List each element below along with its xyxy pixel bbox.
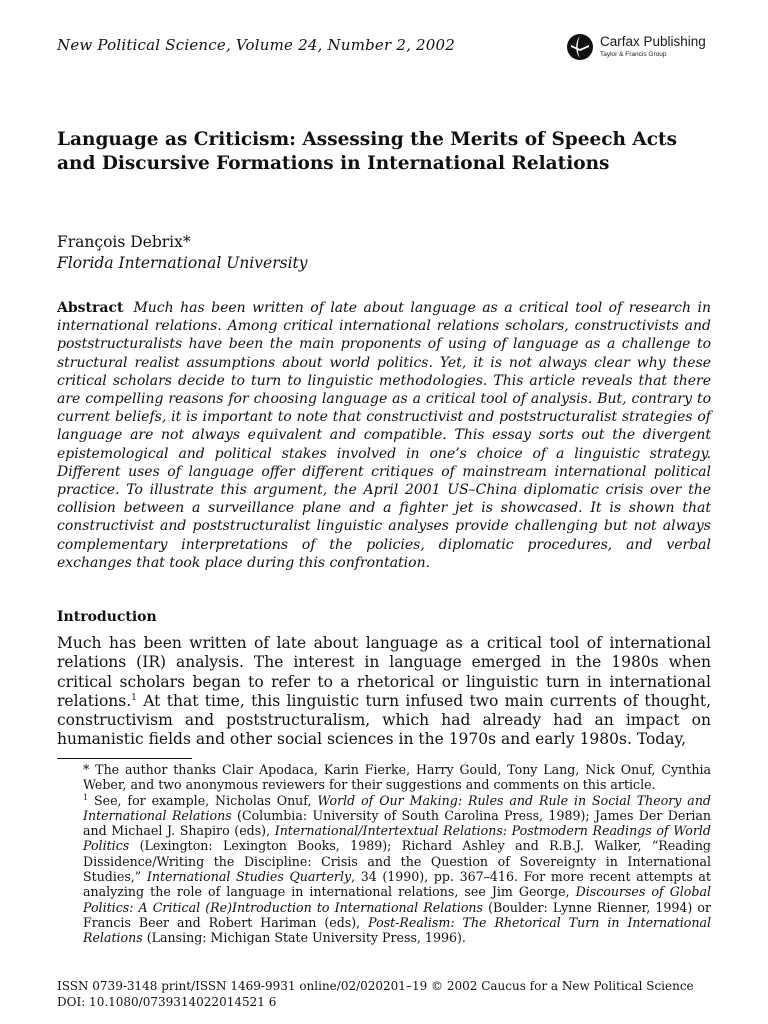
footnote-text: (Boulder: Lynne Rienner, 1994) or Francis Beer and Robert Hariman (eds), xyxy=(83,899,711,930)
abstract-text: Much has been written of late about language as a critical tool of research in international relations. Among critical international relations scholars, constructivists and poststructuralists have been the main proponents of using of language as a challenge to structural realist assumptions about world politics. Yet, it is not always clear why these critical scholars decide to turn to linguistic methodologies. This article reveals that there are compelling reasons for choosing language as a critical tool of analysis. But, contrary to current beliefs, it is important to note that constructivist and poststructuralist strategies of language are not always equivalent and compatible. This essay sorts out the divergent epistemological and political stakes involved in one’s choice of a linguistic strategy. Different uses of language offer different critiques of mainstream international political practice. To illustrate this argument, the April 2001 US–China diplomatic crisis over the collision between a surveillance plane and a fighter jet is showcased. It is shown that constructivist and poststructuralist linguistic analyses provide challenging but not always complementary interpretations of the policies, diplomatic procedures, and verbal exchanges that took place during this confrontation. xyxy=(57,300,711,571)
footnote-number: 1 xyxy=(83,792,89,802)
footnote-book-title: World of Our Making: Rules and Rule in Social Theory and International Relations xyxy=(83,792,711,823)
publisher-group: Taylor & Francis Group xyxy=(600,51,667,58)
footnote-journal-title: International Studies Quarterly xyxy=(146,869,352,885)
introduction-paragraph xyxy=(57,634,711,750)
doi-line: DOI: 10.1080/0739314022014521 6 xyxy=(57,994,277,1009)
footnote-book-title: Post-Realism: The Rhetorical Turn in International Relations xyxy=(83,914,711,946)
carfax-logo-icon xyxy=(566,33,594,61)
footnotes xyxy=(57,762,711,946)
abstract-label: Abstract xyxy=(57,300,124,316)
footnote-text: (Columbia: University of South Carolina Press, 1989); James Der Derian and Michael J. Shapiro (eds), xyxy=(83,807,711,839)
article-title: Language as Criticism: Assessing the Merits of Speech Acts and Discursive Formations in International Relations xyxy=(57,129,678,174)
footnote-text: (Lansing: Michigan State University Press, 1996). xyxy=(142,930,466,946)
footnote-book-title: Discourses of Global Politics: A Critical (Re)Introduction to International Relations xyxy=(83,884,711,915)
footnote-text: , 34 (1990), pp. 367–416. For more recent attempts at analyzing the role of language in international relations, see Jim George, xyxy=(83,869,711,900)
footnote-text: (Lexington: Lexington Books, 1989); Richard Ashley and R.B.J. Walker, “Reading Dissidence/Writing the Discipline: Crisis and the Question of Sovereignty in International Studies,” xyxy=(83,838,711,885)
footnote-ref-1[interactable]: 1 xyxy=(131,692,137,703)
author-affiliation: Florida International University xyxy=(57,254,308,272)
author-name: François Debrix* xyxy=(57,233,191,251)
abstract xyxy=(57,299,711,572)
issn-line: ISSN 0739-3148 print/ISSN 1469-9931 online/02/020201–19 © 2002 Caucus for a New Political Science xyxy=(57,979,694,993)
footnote-text: See, for example, Nicholas Onuf, xyxy=(88,792,318,808)
journal-running-head: New Political Science, Volume 24, Number 2, 2002 xyxy=(57,36,455,54)
footnote-1 xyxy=(57,793,711,946)
intro-text-part: Much has been written of late about language as a critical tool of international relations (IR) analysis. The interest in language emerged in the 1980s when critical scholars began to refer to a rhetorical or linguistic turn in international relations. xyxy=(57,634,711,710)
intro-text-part: At that time, this linguistic turn infused two main currents of thought, constructivism and poststructuralism, which had already had an impact on humanistic fields and other social sciences in the 1970s and early 1980s. Today, xyxy=(57,691,711,749)
publisher-logo-block xyxy=(566,33,726,63)
imprint xyxy=(57,979,694,1010)
footnote-divider xyxy=(57,758,192,759)
footnote-book-title: International/Intertextual Relations: Postmodern Readings of World Politics xyxy=(83,823,711,854)
section-heading-introduction: Introduction xyxy=(57,609,157,625)
footnote-author-note: * The author thanks Clair Apodaca, Karin Fierke, Harry Gould, Tony Lang, Nick Onuf, Cynthia Weber, and two anonymous reviewers for their suggestions and comments on this article. xyxy=(83,762,711,793)
publisher-name: Carfax Publishing xyxy=(600,34,706,49)
